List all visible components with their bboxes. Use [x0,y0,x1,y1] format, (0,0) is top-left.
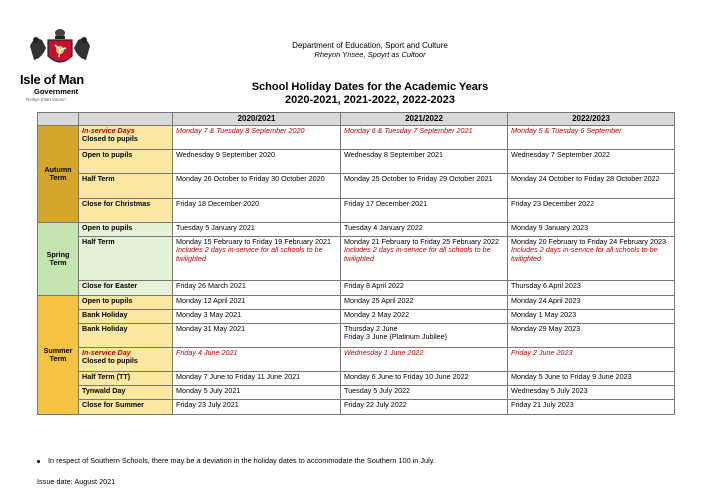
term-name: Term [49,258,67,268]
term-name: Autumn [44,165,72,174]
date-cell: Friday 23 July 2021 [173,400,341,415]
table-row [38,223,675,237]
table-row [38,281,675,296]
date-text: Monday 21 February to Friday 25 February 2022 [344,237,500,247]
coat-of-arms-icon [20,26,100,70]
date-cell: Monday 26 October to Friday 30 October 2020 [173,174,341,199]
date-cell: Wednesday 8 September 2021 [341,150,508,174]
year-header: 2022/2023 [508,113,675,126]
date-note: Includes 2 days in-service for all schools to be twilighted [176,245,323,263]
table-row [38,324,675,348]
date-cell: Tuesday 4 January 2022 [341,223,508,237]
row-label [79,348,173,372]
logo-subtitle: Government [34,87,79,96]
date-cell: Friday 4 June 2021 [173,348,341,372]
holiday-table [37,112,675,415]
date-text: Monday 20 February to Friday 24 February 2023 [511,237,667,247]
row-label: Bank Holiday [79,324,173,348]
date-cell: Friday 8 April 2022 [341,281,508,296]
department-name-manx: Rheynn Ynsee, Spoyrt as Cultoor [314,50,426,59]
date-cell: Friday 2 June 2023 [508,348,675,372]
title-line-1: School Holiday Dates for the Academic Years [251,81,489,93]
date-cell: Wednesday 1 June 2022 [341,348,508,372]
issue-date: Issue date: August 2021 [37,477,116,486]
date-cell: Friday 18 December 2020 [173,199,341,223]
table-row [38,386,675,400]
date-note: Includes 2 days in-service for all schools to be twilighted [511,245,658,263]
year-header: 2021/2022 [341,113,508,126]
footnote-text: In respect of Southern Schools, there may be a deviation in the holiday dates to accommodate the Southern 100 in July. [48,456,435,465]
date-cell: Wednesday 9 September 2020 [173,150,341,174]
label-sub: Closed to pupils [82,134,138,144]
term-spring [38,223,79,296]
date-cell: Monday 24 April 2023 [508,296,675,310]
date-cell: Friday 22 July 2022 [341,400,508,415]
table-row [38,296,675,310]
page-title [170,81,570,107]
table-row [38,400,675,415]
row-label: Close for Summer [79,400,173,415]
term-name: Summer [43,346,73,355]
title-line-2: 2020-2021, 2021-2022, 2022-2023 [284,94,456,106]
header-blank [79,113,173,126]
date-cell [341,237,508,281]
date-cell [508,237,675,281]
date-cell: Monday 31 May 2021 [173,324,341,348]
table-row [38,372,675,386]
department-header [200,41,540,59]
date-cell: Friday 23 December 2022 [508,199,675,223]
label-sub: Closed to pupils [82,356,138,366]
term-name: Term [49,354,67,364]
term-autumn [38,126,79,223]
date-cell: Monday 25 April 2022 [341,296,508,310]
date-text: Thursday 2 June [344,324,398,334]
date-cell: Thursday 6 April 2023 [508,281,675,296]
table-row [38,199,675,223]
row-label: Open to pupils [79,296,173,310]
table-header-row [38,113,675,126]
row-label [79,126,173,150]
table-row [38,126,675,150]
label-main: In-service Days [82,126,135,136]
table-row [38,150,675,174]
date-cell: Monday 2 May 2022 [341,310,508,324]
date-cell: Wednesday 5 July 2023 [508,386,675,400]
date-cell [341,324,508,348]
row-label: Tynwald Day [79,386,173,400]
term-summer [38,296,79,415]
date-cell: Monday 7 & Tuesday 8 September 2020 [173,126,341,150]
date-cell: Monday 5 July 2021 [173,386,341,400]
date-cell: Monday 3 May 2021 [173,310,341,324]
date-cell: Monday 6 & Tuesday 7 September 2021 [341,126,508,150]
term-name: Spring [46,250,70,259]
year-header: 2020/2021 [173,113,341,126]
row-label: Close for Easter [79,281,173,296]
date-text: Monday 15 February to Friday 19 February 2021 [176,237,332,247]
date-cell: Friday 21 July 2023 [508,400,675,415]
date-cell: Monday 6 June to Friday 10 June 2022 [341,372,508,386]
row-label: Close for Christmas [79,199,173,223]
date-cell: Tuesday 5 January 2021 [173,223,341,237]
date-cell: Monday 25 October to Friday 29 October 2021 [341,174,508,199]
date-cell: Monday 24 October to Friday 28 October 2022 [508,174,675,199]
term-name: Term [49,173,67,183]
date-cell: Monday 1 May 2023 [508,310,675,324]
date-text-extra: Friday 3 June (Platinum Jubilee) [344,332,448,342]
date-cell [173,237,341,281]
department-name: Department of Education, Sport and Culture [292,41,448,50]
table-row [38,237,675,281]
header-blank [38,113,79,126]
label-main: In-service Day [82,348,131,358]
date-cell: Monday 9 January 2023 [508,223,675,237]
row-label: Bank Holiday [79,310,173,324]
date-cell: Tuesday 5 July 2022 [341,386,508,400]
date-cell: Monday 29 May 2023 [508,324,675,348]
date-cell: Friday 17 December 2021 [341,199,508,223]
date-cell: Friday 26 March 2021 [173,281,341,296]
date-cell: Monday 5 & Tuesday 6 September [508,126,675,150]
logo-title: Isle of Man [20,72,84,87]
table-row [38,310,675,324]
row-label: Half Term (TT) [79,372,173,386]
date-cell: Monday 5 June to Friday 9 June 2023 [508,372,675,386]
table-row [38,348,675,372]
date-cell: Wednesday 7 September 2022 [508,150,675,174]
date-cell: Monday 7 June to Friday 11 June 2021 [173,372,341,386]
row-label: Half Term [79,237,173,281]
row-label: Half Term [79,174,173,199]
footnote [37,456,435,465]
logo-motto: Reiltys Ellan Vannin [26,97,66,102]
date-note: Includes 2 days in-service for all schools to be twilighted [344,245,491,263]
bullet-icon [37,460,40,463]
row-label: Open to pupils [79,223,173,237]
date-cell: Monday 12 April 2021 [173,296,341,310]
row-label: Open to pupils [79,150,173,174]
isle-of-man-logo [20,26,100,102]
table-row [38,174,675,199]
